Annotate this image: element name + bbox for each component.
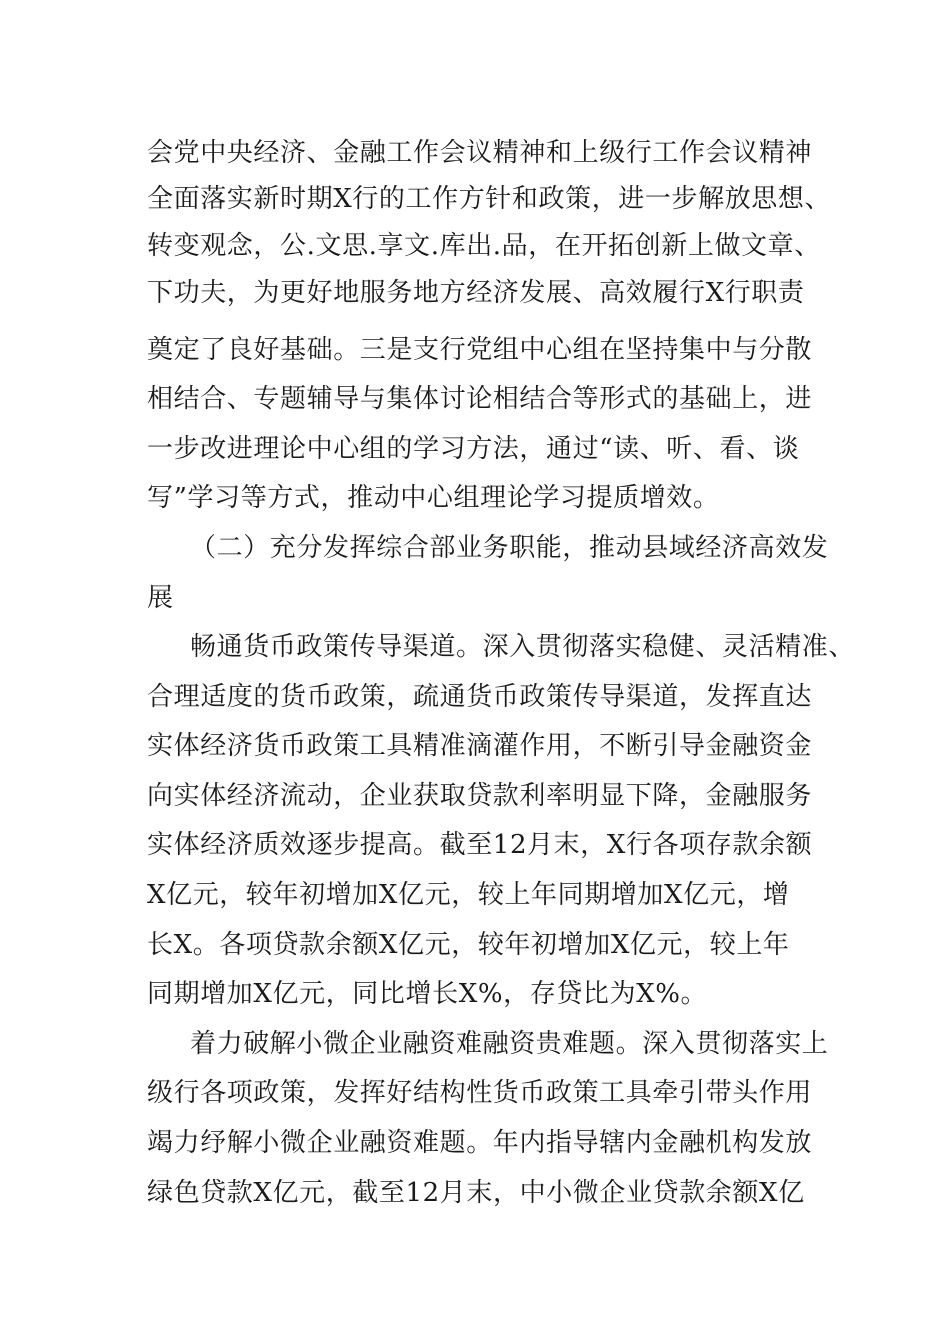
paragraph-start: 畅通货币政策传导渠道。深入贯彻落实稳健、灵活精准、 — [190, 632, 856, 662]
text-line: 奠定了良好基础。三是支行党组中心组在坚持集中与分散 — [147, 335, 813, 365]
text-line: 一步改进理论中心组的学习方法，通过“读、听、看、谈 — [147, 434, 800, 464]
text-line: 长X。各项贷款余额X亿元，较年初增加X亿元，较上年 — [147, 930, 790, 960]
text-line: 向实体经济流动，企业获取贷款利率明显下降，金融服务 — [147, 781, 813, 811]
text-line: 下功夫，为更好地服务地方经济发展、高效履行X行职责 — [147, 278, 805, 308]
text-line: 绿色贷款X亿元，截至12月末，中小微企业贷款余额X亿 — [147, 1178, 805, 1208]
text-line: 全面落实新时期X行的工作方针和政策，进一步解放思想、 — [147, 184, 832, 214]
text-line: 竭力纾解小微企业融资难题。年内指导辖内金融机构发放 — [147, 1128, 813, 1158]
text-line: 实体经济货币政策工具精准滴灌作用，不断引导金融资金 — [147, 731, 813, 761]
text-line: 转变观念，公.文思.享文.库出.品，在开拓创新上做文章、 — [147, 231, 821, 261]
text-line: 级行各项政策，发挥好结构性货币政策工具牵引带头作用 — [147, 1078, 813, 1108]
section-heading-continued: 展 — [147, 583, 174, 613]
text-line: 写”学习等方式，推动中心组理论学习提质增效。 — [147, 483, 720, 513]
text-line: 实体经济质效逐步提高。截至12月末，X行各项存款余额 — [147, 830, 813, 860]
text-line: 会党中央经济、金融工作会议精神和上级行工作会议精神 — [147, 138, 813, 168]
section-heading: （二）充分发挥综合部业务职能，推动县域经济高效发 — [190, 533, 829, 563]
text-line: 合理适度的货币政策，疏通货币政策传导渠道，发挥直达 — [147, 682, 813, 712]
paragraph-start: 着力破解小微企业融资难融资贵难题。深入贯彻落实上 — [190, 1029, 829, 1059]
text-line: 同期增加X亿元，同比增长X%，存贷比为X%。 — [147, 979, 708, 1009]
text-line: 相结合、专题辅导与集体讨论相结合等形式的基础上，进 — [147, 384, 813, 414]
text-line: X亿元，较年初增加X亿元，较上年同期增加X亿元，增 — [147, 880, 790, 910]
